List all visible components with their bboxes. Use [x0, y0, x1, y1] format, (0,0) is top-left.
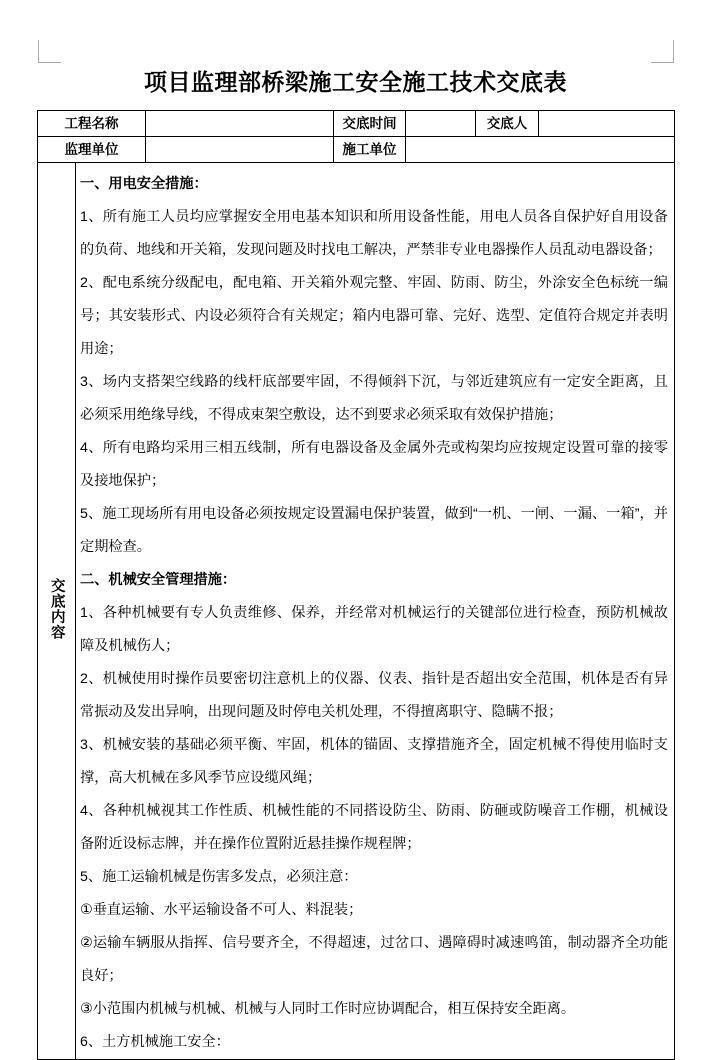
content-item: 3、场内支搭架空线路的线杆底部要牢固，不得倾斜下沉，与邻近建筑应有一定安全距离，且必须采用绝缘导线，不得成束架空敷设，达不到要求必须采取有效保护措施； [80, 374, 668, 423]
content-item: 6、土方机械施工安全： [80, 1034, 230, 1050]
field-discloser-value[interactable] [539, 111, 675, 137]
content-item: 4、所有电路均采用三相五线制，所有电器设备及金属外壳或构架均应按规定设置可靠的接零及接地保护； [80, 440, 668, 489]
table-row-unit-info [38, 137, 675, 163]
content-cell [76, 163, 675, 1060]
content-item: 1、各种机械要有专人负责维修、保养，并经常对机械运行的关键部位进行检查，预防机械故障及机械伤人； [80, 605, 668, 654]
page-title: 项目监理部桥梁施工安全施工技术交底表 [144, 70, 567, 95]
table-row-disclosure-content [38, 163, 675, 1060]
disclosure-table [37, 110, 675, 1060]
label-project-name: 工程名称 [38, 111, 146, 137]
content-body [76, 163, 674, 1059]
label-supervision-unit: 监理单位 [38, 137, 146, 163]
field-supervision-unit-value[interactable] [146, 137, 334, 163]
label-disclosure-time: 交底时间 [334, 111, 406, 137]
content-item: 3、机械安装的基础必须平衡、牢固，机体的锚固、支撑措施齐全，固定机械不得使用临时支撑，高大机械在多风季节应设缆风绳； [80, 737, 668, 786]
content-item: 2、配电系统分级配电，配电箱、开关箱外观完整、牢固、防雨、防尘，外涂安全色标统一编号；其安装形式、内设必须符合有关规定；箱内电器可靠、完好、选型、定值符合规定并表明用途； [80, 275, 668, 357]
side-label-cell [38, 163, 76, 1060]
content-item: 1、所有施工人员均应掌握安全用电基本知识和所用设备性能，用电人员各自保护好自用设备的负荷、地线和开关箱，发现问题及时找电工解决，严禁非专业电器操作人员乱动电器设备； [80, 209, 668, 258]
crop-mark-top-left [38, 40, 61, 63]
content-item: 4、各种机械视其工作性质、机械性能的不同搭设防尘、防雨、防砸或防噪音工作棚，机械设备附近设标志牌，并在操作位置附近悬挂操作规程牌； [80, 803, 668, 852]
content-item: 5、施工现场所有用电设备必须按规定设置漏电保护装置，做到“一机、一闸、一漏、一箱”，并定期检查。 [80, 506, 668, 555]
table-row-project-info [38, 111, 675, 137]
content-heading: 二、机械安全管理措施： [80, 572, 237, 588]
content-item: 2、机械使用时操作员要密切注意机上的仪器、仪表、指针是否超出安全范围，机体是否有异常振动及发出异响，出现问题及时停电关机处理，不得擅离职守、隐瞒不报； [80, 671, 668, 720]
crop-mark-top-right [651, 40, 674, 63]
content-item: ②运输车辆服从指挥、信号要齐全，不得超速，过岔口、遇障碍时减速鸣笛，制动器齐全功能良好； [80, 935, 668, 984]
field-disclosure-time-value[interactable] [406, 111, 476, 137]
side-label-disclosure-content: 交底内容 [48, 577, 65, 640]
label-discloser: 交底人 [476, 111, 539, 137]
content-heading: 一、用电安全措施： [80, 176, 208, 192]
label-construction-unit: 施工单位 [334, 137, 406, 163]
field-project-name-value[interactable] [146, 111, 334, 137]
content-item: ①垂直运输、水平运输设备不可人、料混装； [80, 902, 363, 918]
content-item: ③小范围内机械与机械、机械与人同时工作时应协调配合，相互保持安全距离。 [80, 1001, 576, 1017]
field-construction-unit-value[interactable] [406, 137, 675, 163]
content-item: 5、施工运输机械是伤害多发点，必须注意： [80, 869, 358, 885]
